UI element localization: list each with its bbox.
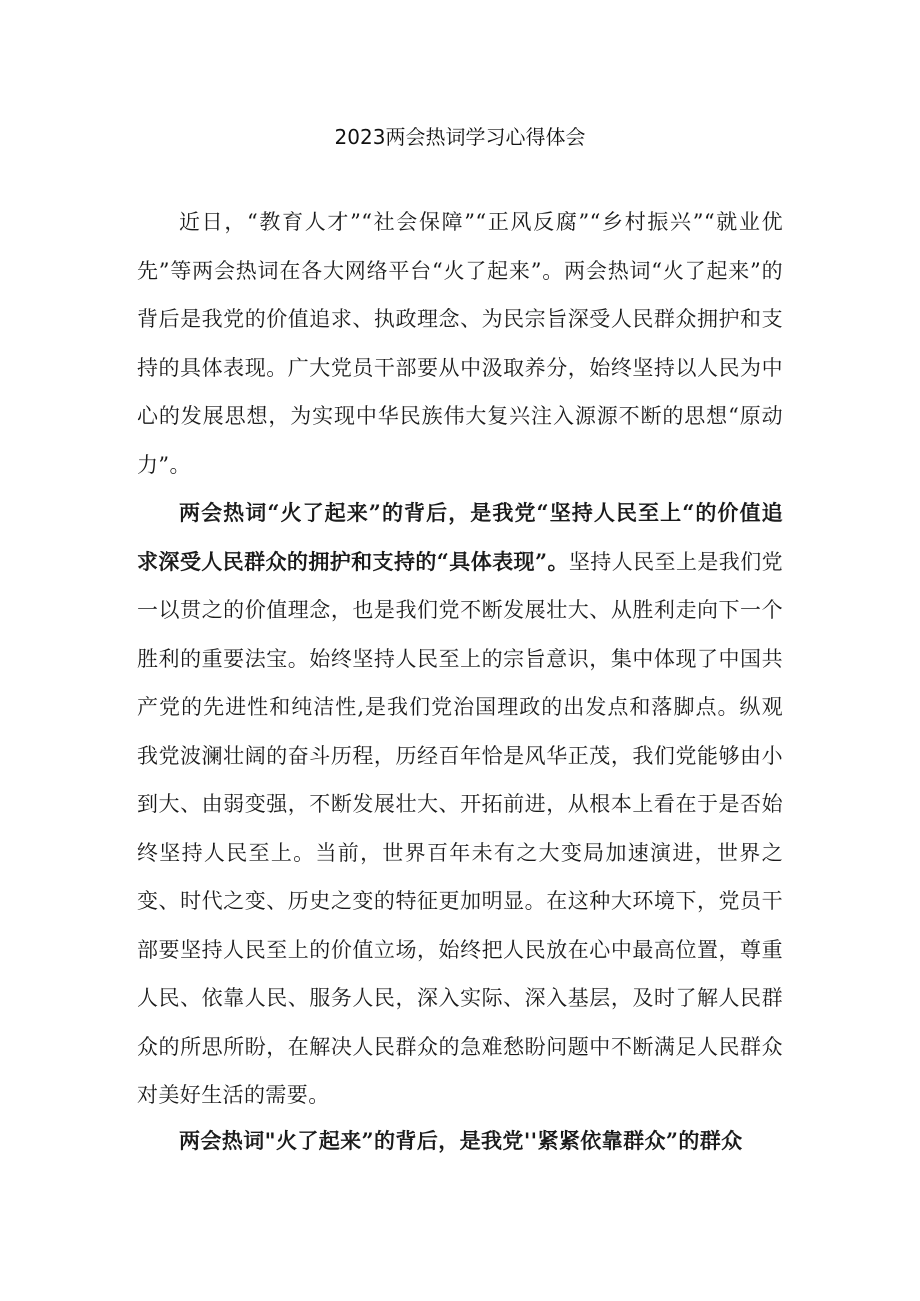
paragraph-3 (137, 1117, 783, 1166)
paragraph-1-text: 近日，“教育人才”“社会保障”“正风反腐”“乡村振兴”“就业优先”等两会热词在各大网络平台“火了起来”。两会热词“火了起来”的背后是我党的价值追求、执政理念、为民宗旨深受人民群众拥护和支持的具体表现。广大党员干部要从中汲取养分，始终坚持以人民为中心的发展思想，为实现中华民族伟大复兴注入源源不断的思想“原动力”。 (137, 210, 783, 477)
paragraph-3-lead: 两会热词"火了起来”的背后，是我党''紧紧依靠群众”的群众 (179, 1128, 743, 1153)
paragraph-2-text: 坚持人民至上是我们党一以贯之的价值理念，也是我们党不断发展壮大、从胜利走向下一个胜利的重要法宝。始终坚持人民至上的宗旨意识，集中体现了中国共产党的先进性和纯洁性,是我们党治国理政的出发点和落脚点。纵观我党波澜壮阔的奋斗历程，历经百年恰是风华正茂，我们党能够由小到大、由弱变强，不断发展壮大、开拓前进，从根本上看在于是否始终坚持人民至上。当前，世界百年未有之大变局加速演进，世界之变、时代之变、历史之变的特征更加明显。在这种大环境下，党员干部要坚持人民至上的价值立场，始终把人民放在心中最高位置，尊重人民、依靠人民、服务人民，深入实际、深入基层，及时了解人民群众的所思所盼，在解决人民群众的急难愁盼问题中不断满足人民群众对美好生活的需要。 (137, 549, 784, 1107)
paragraph-2 (137, 489, 783, 1120)
document-title: 2023两会热词学习心得体会 (334, 125, 586, 149)
paragraph-1 (137, 198, 783, 489)
paragraph-2-lead: 两会热词“火了起来”的背后，是我党“坚持人民至上“的价值追求深受人民群众的拥护和支持的“具体表现”。 (137, 500, 783, 574)
